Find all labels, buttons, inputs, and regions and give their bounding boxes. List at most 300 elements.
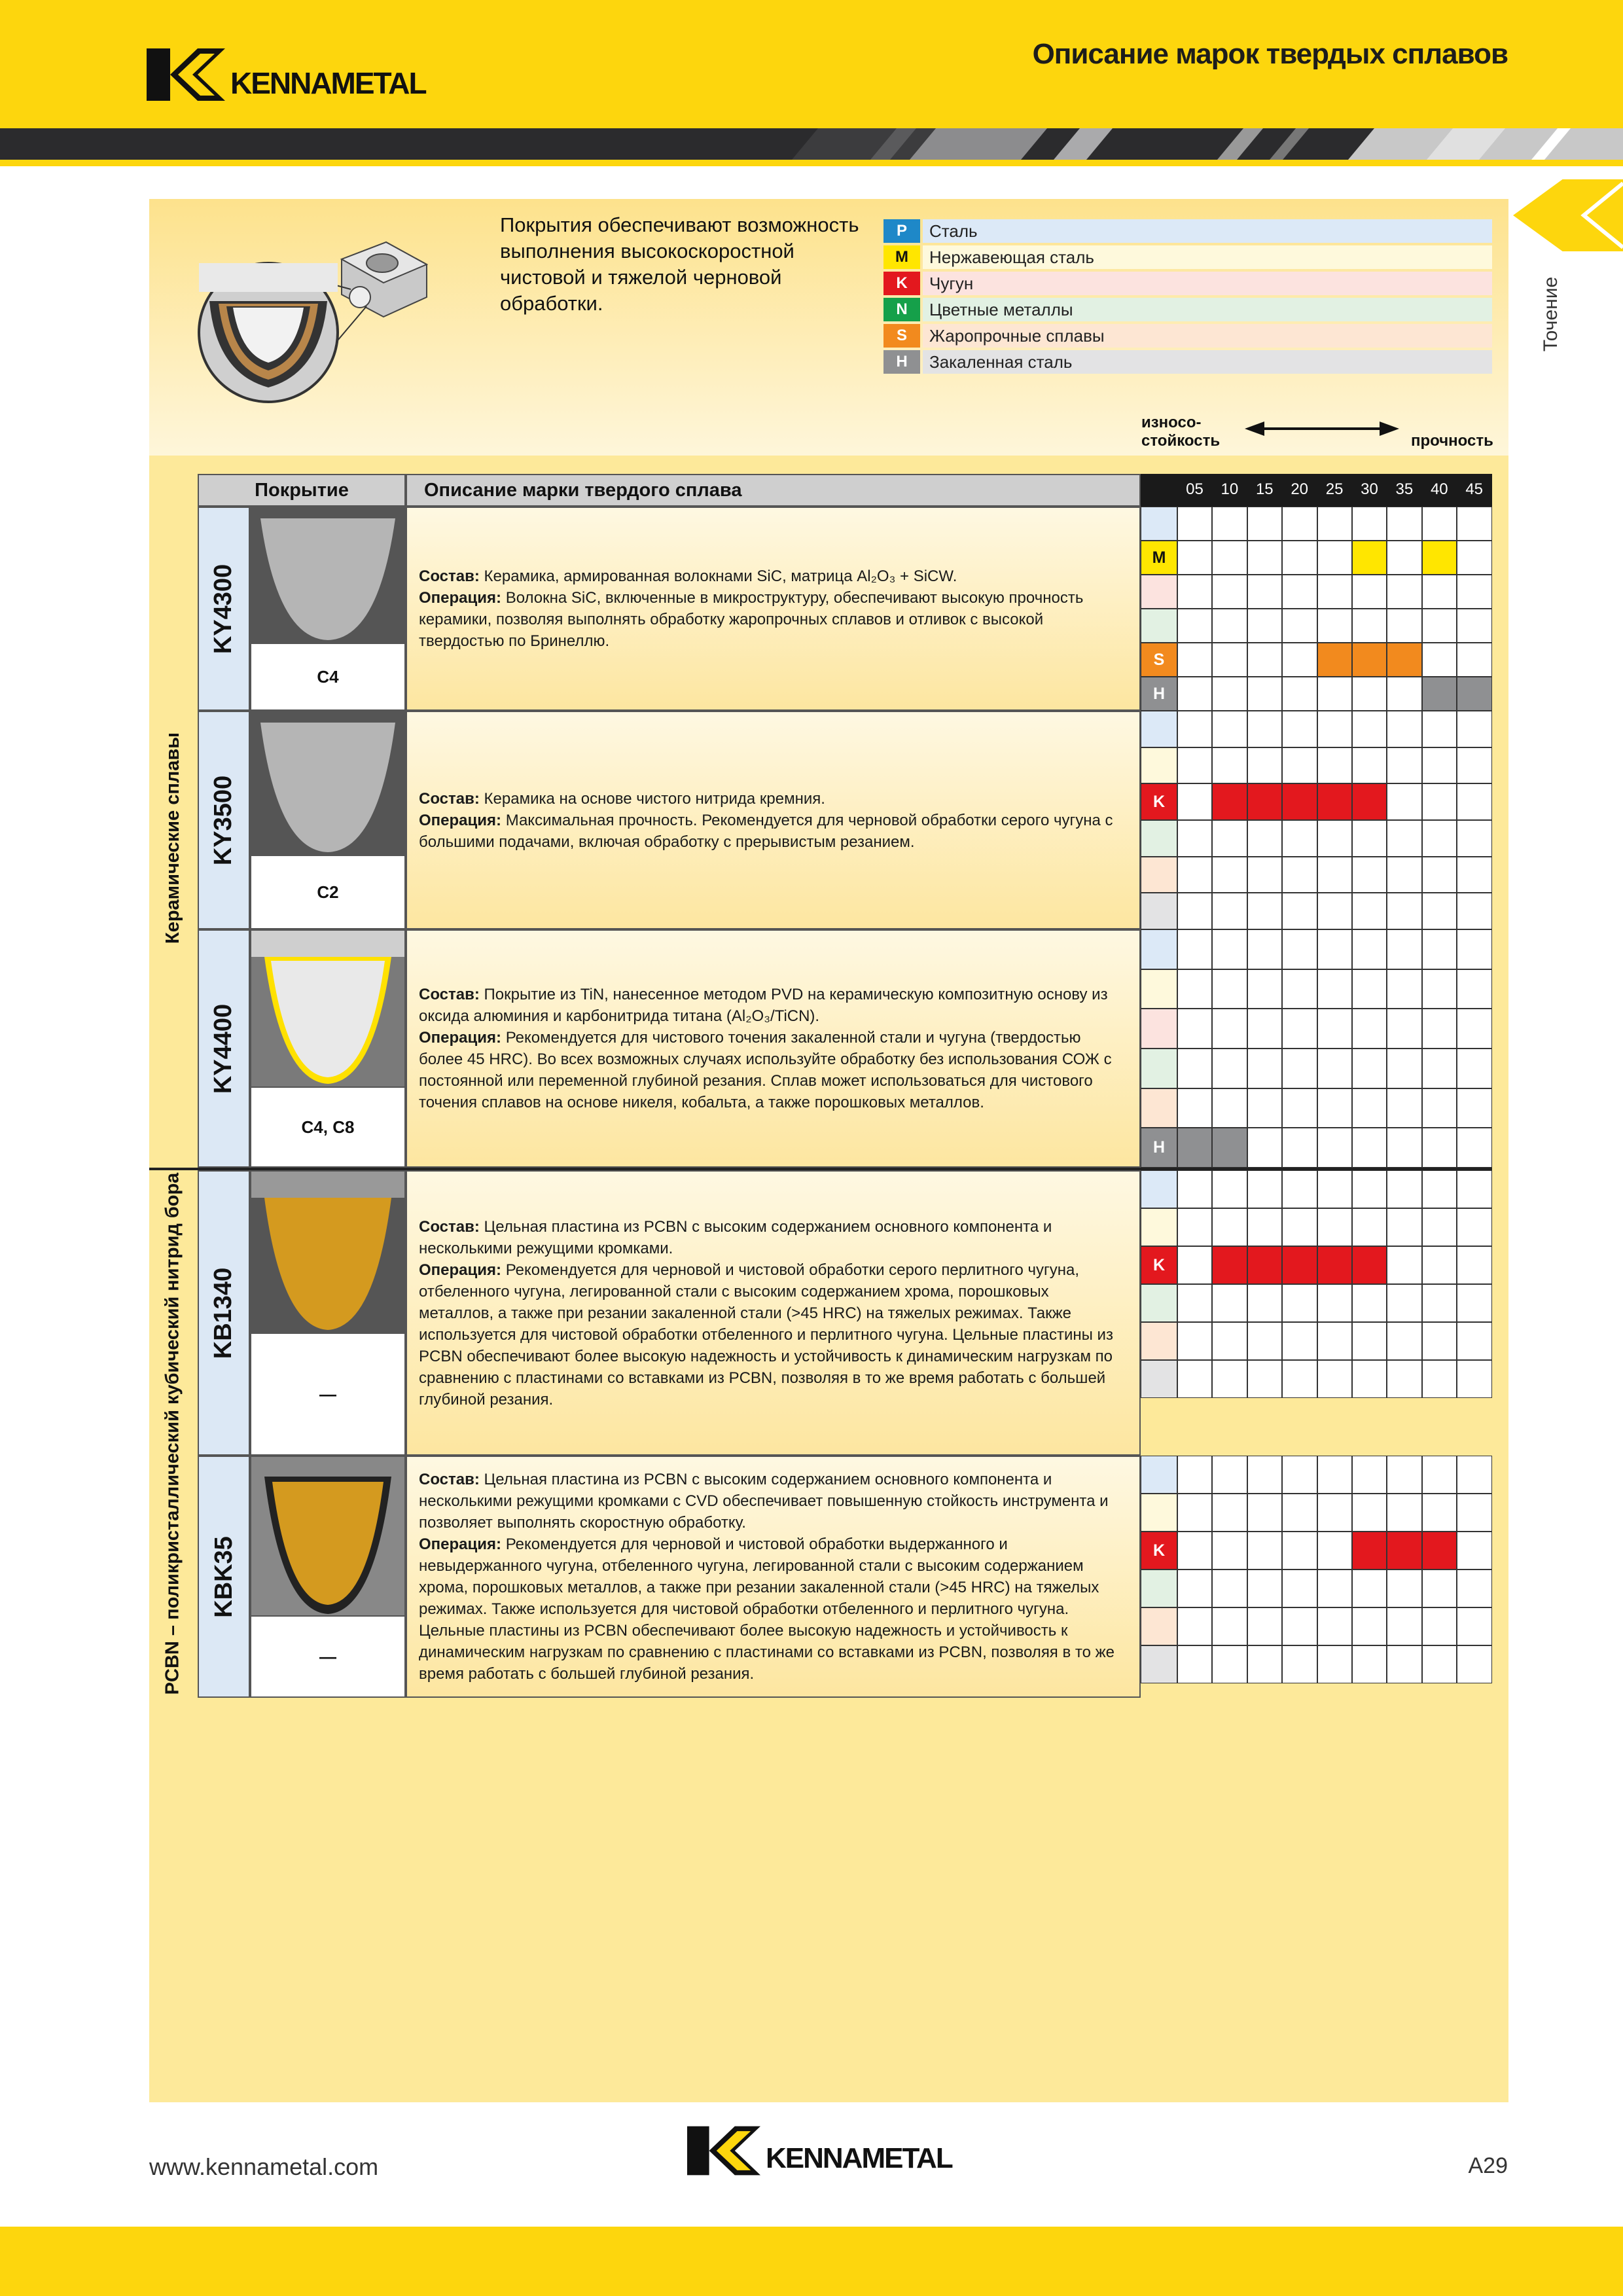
grid-cell [1422,820,1457,857]
grid-cell [1387,1009,1421,1049]
header-underline [0,160,1623,166]
grid-cell [1282,1088,1317,1128]
grid-cell [1247,1049,1282,1088]
grid-cell [1387,1246,1421,1284]
grid-cell [1422,1009,1457,1049]
grid-cell [1352,893,1387,929]
grid-cell [1282,857,1317,893]
grid-code-m: M [1141,541,1177,575]
grid-cell [1317,1360,1352,1398]
grid-cell [1247,929,1282,969]
grid-code-n [1141,820,1177,857]
insert-profile-icon [251,931,404,1089]
group-label-ceramics: Керамические сплавы [162,732,183,944]
legend-item-h [883,350,1492,374]
grid-cell [1352,1322,1387,1360]
grade-name-ky3500 [198,711,250,929]
grid-cell [1282,575,1317,609]
scale-left-label: износо- стойкость [1141,414,1221,450]
grid-cell [1387,1284,1421,1322]
grid-cell [1282,1532,1317,1570]
grid-cell [1422,677,1457,711]
grid-cell [1177,1246,1212,1284]
footer-brand: KENNAMETAL [766,2142,952,2174]
grid-cell [1177,1360,1212,1398]
grid-code-n [1141,609,1177,643]
grid-cell [1422,1607,1457,1645]
grid-cell [1177,1009,1212,1049]
grid-code-h [1141,1645,1177,1683]
grid-cell [1212,609,1247,643]
legend-label: Жаропрочные сплавы [923,324,1492,348]
grid-cell [1212,1532,1247,1570]
footer-logo [687,2126,952,2176]
grid-code-s [1141,1088,1177,1128]
grid-cell [1212,1360,1247,1398]
grid-cell [1352,783,1387,820]
grid-cell [1212,820,1247,857]
grid-cell [1457,1208,1491,1246]
insert-profile-icon [251,1172,404,1335]
grid-cell [1177,1532,1212,1570]
grid-cell [1352,677,1387,711]
grid-cell [1387,929,1421,969]
grid-cell [1457,1456,1491,1494]
scale-right-label: прочность [1411,432,1493,450]
grade-name: KY4300 [209,564,238,654]
grid-code-p [1141,507,1177,541]
grid-cell [1317,1570,1352,1607]
grid-cell [1387,783,1421,820]
grid-cell [1212,1049,1247,1088]
grid-code-k: K [1141,1532,1177,1570]
grid-cell [1282,893,1317,929]
grade-name: KY4400 [209,1003,238,1094]
grid-cell [1317,1088,1352,1128]
legend-label: Нержавеющая сталь [923,245,1492,269]
grid-code-k [1141,575,1177,609]
grid-cell [1422,857,1457,893]
grade-description [406,929,1141,1168]
grid-cell [1352,969,1387,1009]
grid-cell [1247,893,1282,929]
grid-cell [1177,1088,1212,1128]
grid-cell [1317,1049,1352,1088]
grid-cell [1317,609,1352,643]
grid-cell [1387,1208,1421,1246]
grid-cell [1212,1009,1247,1049]
grid-cell [1352,575,1387,609]
grid-cell [1422,643,1457,677]
grid-cell [1422,1494,1457,1532]
grid-cell [1212,1246,1247,1284]
grid-cell [1247,643,1282,677]
kennametal-logo-icon [147,48,225,101]
grid-cell [1387,1088,1421,1128]
coating-label: C2 [251,855,404,928]
grid-cell [1457,1607,1491,1645]
grid-cell [1282,1246,1317,1284]
grid-cell [1352,1088,1387,1128]
grid-cell [1422,575,1457,609]
grid-cell [1177,929,1212,969]
grid-cell [1422,507,1457,541]
grid-cell [1282,1494,1317,1532]
grid-cell [1177,857,1212,893]
grid-cell [1177,1284,1212,1322]
grade-insert-image [250,929,406,1168]
grid-cell [1212,1570,1247,1607]
grid-cell [1352,1570,1387,1607]
grid-cell [1177,541,1212,575]
grid-cell [1422,1170,1457,1208]
grid-cell [1457,1284,1491,1322]
grade-description [406,1456,1141,1698]
grid-code-h [1141,893,1177,929]
grade-insert-image [250,1456,406,1698]
scale-tick: 35 [1395,480,1414,498]
grid-cell [1177,893,1212,929]
legend-code: P [883,219,920,243]
grid-cell [1422,541,1457,575]
grid-cell [1317,643,1352,677]
grid-cell [1247,609,1282,643]
grid-cell [1422,1246,1457,1284]
grid-cell [1247,747,1282,784]
scale-tick: 10 [1221,480,1239,498]
page-title: Описание марок твердых сплавов [1032,38,1508,70]
legend-code: N [883,298,920,321]
grid-cell [1282,643,1317,677]
grid-cell [1177,1570,1212,1607]
grid-cell [1422,1049,1457,1088]
grid-cell [1387,893,1421,929]
grade-name-ky4300 [198,507,250,711]
grid-cell [1177,1322,1212,1360]
grid-cell [1317,1607,1352,1645]
grid-cell [1282,609,1317,643]
grid-cell [1387,1607,1421,1645]
grid-cell [1387,1456,1421,1494]
grid-cell [1457,1322,1491,1360]
grid-cell [1282,1284,1317,1322]
grid-cell [1457,1494,1491,1532]
insert-profile-icon [251,508,404,645]
grid-cell [1352,1607,1387,1645]
grid-cell [1352,929,1387,969]
legend-code: K [883,272,920,295]
grid-cell [1422,1284,1457,1322]
header-stripes [0,128,1623,160]
grid-code-s [1141,1322,1177,1360]
section-tab-label: Точение [1540,276,1561,352]
grid-cell [1247,541,1282,575]
page-number: A29 [1468,2153,1508,2178]
grid-cell [1387,1570,1421,1607]
grid-cell [1177,1208,1212,1246]
grid-cell [1352,1645,1387,1683]
grid-cell [1212,1088,1247,1128]
grid-cell [1387,1322,1421,1360]
grid-cell [1317,1208,1352,1246]
legend-code: S [883,324,920,348]
grid-cell [1282,969,1317,1009]
grid-cell [1457,1009,1491,1049]
insert-profile-icon [251,712,404,857]
grid-cell [1457,969,1491,1009]
grid-cell [1317,783,1352,820]
grid-code-s: S [1141,643,1177,677]
grid-code-s [1141,857,1177,893]
grid-cell [1387,747,1421,784]
grid-cell [1352,1456,1387,1494]
grid-cell [1177,1456,1212,1494]
coating-label: — [251,1333,404,1454]
grid-code-m [1141,1208,1177,1246]
grid-cell [1177,1607,1212,1645]
grid-cell [1282,541,1317,575]
grid-cell [1422,929,1457,969]
grid-cell [1177,820,1212,857]
grid-cell [1212,1322,1247,1360]
legend-label: Чугун [923,272,1492,295]
grid-cell [1457,575,1491,609]
grid-cell [1317,929,1352,969]
grid-code-p [1141,1456,1177,1494]
grid-cell [1352,1128,1387,1168]
grid-cell [1212,541,1247,575]
scale-tick: 45 [1465,480,1484,498]
grade-name-kbk35 [198,1456,250,1698]
grid-cell [1457,1170,1491,1208]
grid-cell [1247,1170,1282,1208]
scale-tick: 15 [1255,480,1274,498]
grid-code-k [1141,1009,1177,1049]
grid-cell [1352,1009,1387,1049]
grid-cell [1387,1170,1421,1208]
grid-cell [1247,711,1282,747]
grid-code-k: K [1141,783,1177,820]
grid-cell [1422,1208,1457,1246]
grid-cell [1317,1246,1352,1284]
grid-cell [1422,711,1457,747]
grid-cell [1317,1128,1352,1168]
grid-cell [1317,575,1352,609]
operation-text: Операция: Рекомендуется для чистового точения закаленной стали и чугуна (твердостью более 45 HRC). Во всех возможных случаях используйте обработку без использования СОЖ с постоянной или переменной глубиной резания. Сплав может использоваться для чистового точения сплавов на основе никеля, кобальта, а также порошковых металлов. [419,1029,1112,1111]
grid-cell [1317,1532,1352,1570]
grid-cell [1317,969,1352,1009]
grid-cell [1282,1128,1317,1168]
grade-name: KY3500 [209,775,238,865]
grid-cell [1457,1088,1491,1128]
column-header-description: Описание марки твердого сплава [406,474,1141,507]
grid-cell [1352,1049,1387,1088]
grid-code-k: K [1141,1246,1177,1284]
grid-cell [1282,677,1317,711]
grid-cell [1247,1494,1282,1532]
grid-cell [1282,1170,1317,1208]
group-label-pcbn: PCBN – поликристаллический кубический нитрид бора [162,1172,183,1695]
grid-cell [1282,1049,1317,1088]
grid-cell [1317,820,1352,857]
grid-cell [1457,820,1491,857]
grid-cell [1212,857,1247,893]
grid-cell [1457,783,1491,820]
grid-cell [1247,1570,1282,1607]
operation-text: Операция: Рекомендуется для черновой и чистовой обработки серого перлитного чугуна, отбеленного чугуна, легированной стали с высоким содержанием хрома, порошковых металлов, а также при резании закаленной стали (>45 HRC) на тяжелых режимах. Также используется для чистовой обработки отбеленного и перлитного чугуна. Цельные пластины из PCBN обеспечивают более высокую надежность и устойчивость к динамическим нагрузкам по сравнению с пластинами со вставками из PCBN, позволяя в то же время работать с большей глубиной резания. [419,1261,1113,1408]
legend-item-p [883,219,1492,243]
grid-cell [1282,783,1317,820]
grid-cell [1457,541,1491,575]
grid-cell [1387,575,1421,609]
grid-cell [1282,1607,1317,1645]
composition-text: Состав: Цельная пластина из PCBN с высоким содержанием основного компонента и несколькими режущими кромками с CVD обеспечивает повышенную стойкость инструмента и позволяет выполнять скоростную обработку. [419,1471,1109,1532]
grid-cell [1422,1088,1457,1128]
grid-cell [1282,1645,1317,1683]
grid-cell [1387,1360,1421,1398]
grid-cell [1212,643,1247,677]
grid-cell [1352,1360,1387,1398]
grid-cell [1457,893,1491,929]
grade-insert-image [250,1170,406,1456]
grid-cell [1422,1456,1457,1494]
grid-cell [1422,783,1457,820]
grid-cell [1422,1128,1457,1168]
coating-label: C4 [251,643,404,709]
grid-cell [1177,643,1212,677]
grid-cell [1212,1494,1247,1532]
grid-code-h: H [1141,1128,1177,1168]
grid-code-m [1141,1494,1177,1532]
grid-cell [1212,1456,1247,1494]
grid-cell [1457,711,1491,747]
grid-cell [1387,820,1421,857]
grid-cell [1212,711,1247,747]
grid-cell [1177,1128,1212,1168]
grid-cell [1457,677,1491,711]
grid-cell [1212,747,1247,784]
grid-cell [1177,711,1212,747]
grid-cell [1317,1170,1352,1208]
scale-tick: 30 [1361,480,1378,498]
grid-cell [1317,1494,1352,1532]
grid-code-p [1141,711,1177,747]
grid-cell [1282,1322,1317,1360]
grid-cell [1457,1570,1491,1607]
grid-cell [1317,747,1352,784]
grid-cell [1457,507,1491,541]
grid-cell [1457,1246,1491,1284]
grid-cell [1282,1570,1317,1607]
grid-cell [1457,1360,1491,1398]
grid-cell [1352,857,1387,893]
grid-cell [1282,507,1317,541]
grade-insert-image [250,507,406,711]
grade-description [406,507,1141,711]
grid-cell [1247,783,1282,820]
grid-cell [1387,1532,1421,1570]
composition-text: Состав: Покрытие из TiN, нанесенное методом PVD на керамическую композитную основу из оксида алюминия и карбонитрида титана (Al₂O₃/TiCN). [419,986,1108,1025]
grid-code-s [1141,1607,1177,1645]
composition-text: Состав: Керамика на основе чистого нитрида кремния. [419,789,825,808]
grid-cell [1282,1360,1317,1398]
grid-cell [1457,609,1491,643]
grid-cell [1247,1456,1282,1494]
grid-cell [1247,857,1282,893]
grid-cell [1422,1570,1457,1607]
grid-cell [1212,1208,1247,1246]
grid-cell [1387,1049,1421,1088]
grid-cell [1212,1284,1247,1322]
grid-cell [1247,1009,1282,1049]
grid-cell [1352,1532,1387,1570]
grid-cell [1422,1322,1457,1360]
grid-cell [1352,820,1387,857]
legend-item-k [883,271,1492,296]
legend-label: Сталь [923,219,1492,243]
grid-cell [1422,893,1457,929]
grid-cell [1352,643,1387,677]
grid-cell [1177,1170,1212,1208]
scale-tick: 05 [1186,480,1204,498]
grid-cell [1352,711,1387,747]
grid-cell [1282,929,1317,969]
operation-text: Операция: Максимальная прочность. Рекомендуется для черновой обработки серого чугуна с большими подачами, включая обработку с прерывистым резанием. [419,811,1113,851]
grid-cell [1177,1645,1212,1683]
grid-cell [1457,643,1491,677]
grid-cell [1422,609,1457,643]
grid-cell [1212,1645,1247,1683]
grade-description [406,1170,1141,1456]
grid-cell [1177,1049,1212,1088]
grid-cell [1212,1128,1247,1168]
grid-cell [1317,507,1352,541]
grid-cell [1317,1009,1352,1049]
grid-code-h [1141,1360,1177,1398]
grid-cell [1317,711,1352,747]
grid-cell [1177,609,1212,643]
grid-cell [1282,1208,1317,1246]
grid-cell [1247,1360,1282,1398]
grid-cell [1317,857,1352,893]
grid-cell [1247,507,1282,541]
grid-cell [1317,1456,1352,1494]
grid-cell [1457,1532,1491,1570]
scale-header [1141,474,1492,507]
grid-code-p [1141,1170,1177,1208]
grid-cell [1422,1360,1457,1398]
grid-cell [1317,1645,1352,1683]
grid-cell [1457,747,1491,784]
grade-name: KBK35 [209,1535,238,1618]
grid-cell [1422,747,1457,784]
footer-url[interactable]: www.kennametal.com [149,2153,379,2180]
grid-cell [1212,507,1247,541]
grid-cell [1387,609,1421,643]
grid-cell [1317,541,1352,575]
grid-cell [1422,969,1457,1009]
grid-cell [1282,1009,1317,1049]
header-brand: KENNAMETAL [230,66,426,100]
header-logo [147,48,426,101]
grid-cell [1247,575,1282,609]
grid-cell [1282,747,1317,784]
grid-cell [1212,893,1247,929]
legend-code: H [883,350,920,374]
legend-code: M [883,245,920,269]
coating-label: — [251,1615,404,1696]
insert-profile-icon [251,1457,404,1618]
